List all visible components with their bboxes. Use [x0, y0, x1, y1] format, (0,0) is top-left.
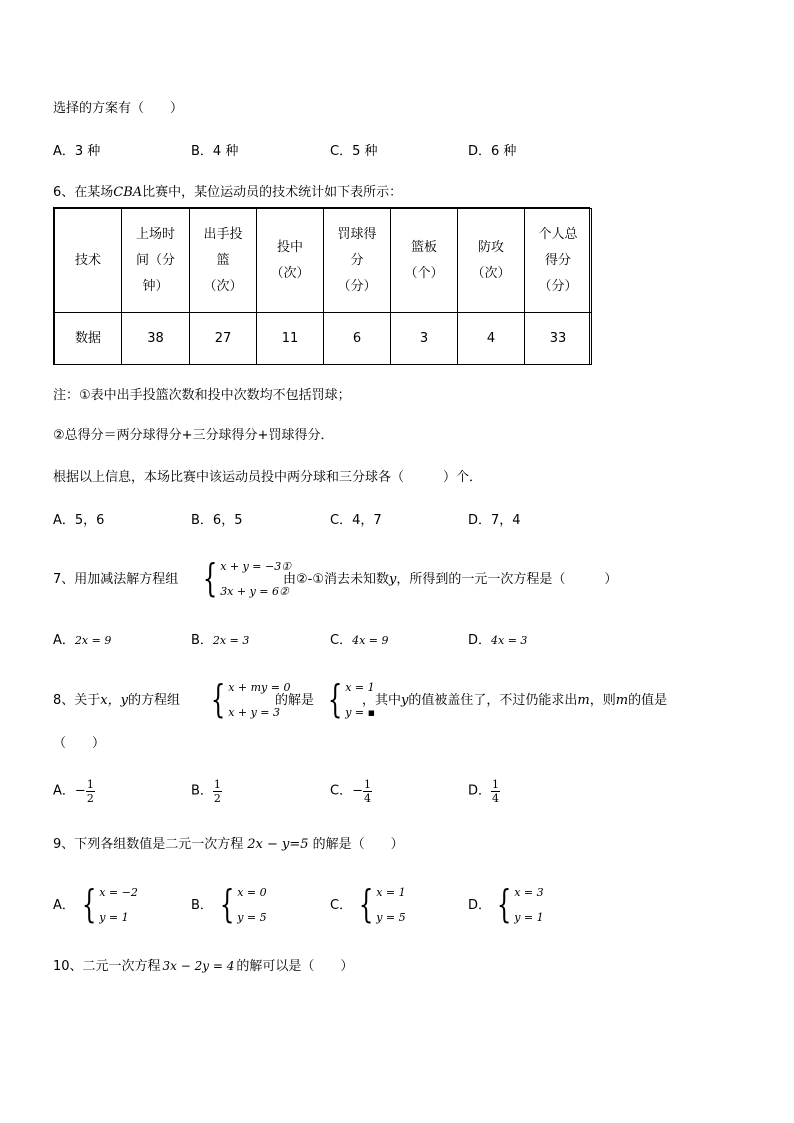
q6-stats-table: [53, 207, 590, 365]
q9-option-b[interactable]: { x = 0 y = 5: [219, 882, 267, 926]
q8-prefix: 8、关于x，y的方程组: [53, 693, 180, 708]
q10-stem: 10、二元一次方程 3x − 2y = 4 的解可以是（ ）: [53, 959, 354, 974]
td-cell: 33: [525, 313, 592, 365]
th-defense: 防攻 （次）: [458, 209, 525, 313]
th-freethrow: 罚球得 分 （分）: [324, 209, 391, 313]
q7-eq1: x + y = −3①: [220, 560, 292, 573]
q8-sol1: x = 1: [345, 681, 375, 694]
q9-option-a[interactable]: { x = −2 y = 1: [81, 882, 138, 926]
td-cell: 6: [324, 313, 391, 365]
q5-option-b[interactable]: B．4 种: [191, 144, 239, 159]
q9-option-c[interactable]: { x = 1 y = 5: [358, 882, 406, 926]
q8-mid2: 的解是: [275, 693, 315, 708]
q8-solution: { x = 1 y = ▪: [327, 677, 376, 721]
q6-note1: 注：①表中出手投篮次数和投中次数均不包括罚球；: [53, 388, 351, 403]
th-skill: 技术: [55, 209, 122, 313]
th-playtime: 上场时 间（分 钟）: [122, 209, 190, 313]
q8-sol2: y = ▪: [345, 706, 376, 719]
q7-text: 由②-①消去未知数y，所得到的一元一次方程是（ ）: [283, 572, 618, 587]
q6-note2: ②总得分＝两分球得分+三分球得分+罚球得分．: [53, 428, 334, 443]
q6-cba: CBA: [113, 185, 143, 200]
q8-system: { x + my = 0 x + y = 3: [210, 677, 291, 721]
q6-stem: 6、在某场CBA比赛中，某位运动员的技术统计如下表所示：: [53, 185, 403, 200]
q7-system: { x + y = −3① 3x + y = 6②: [202, 556, 292, 600]
q6-option-c[interactable]: C．4，7: [330, 513, 382, 528]
q8-option-a[interactable]: A．− $\frac{1}{2}$: [53, 778, 94, 805]
q7-option-b[interactable]: B．2x = 3: [191, 633, 250, 648]
q5-option-a[interactable]: A．3 种: [53, 144, 101, 159]
th-shots: 出手投 篮 （次）: [190, 209, 257, 313]
td-cell: 4: [458, 313, 525, 365]
q9-stem: 9、下列各组数值是二元一次方程 2x − y=5 的解是（ ）: [53, 837, 404, 852]
th-made: 投中 （次）: [257, 209, 324, 313]
table-header-row: [55, 209, 592, 313]
q9-option-b-label: B．: [191, 898, 213, 913]
td-cell: 3: [391, 313, 458, 365]
q9-option-c-label: C．: [330, 898, 353, 913]
q5-option-c[interactable]: C．5 种: [330, 144, 378, 159]
q5-option-d[interactable]: D．6 种: [468, 144, 517, 159]
q8-option-c[interactable]: C．− $\frac{1}{4}$: [330, 778, 371, 805]
th-rebound: 篮板 （个）: [391, 209, 458, 313]
q8-option-b[interactable]: B． $\frac{1}{2}$: [191, 778, 221, 805]
table-row: [55, 313, 592, 365]
td-cell: 11: [257, 313, 324, 365]
q5-tail: 选择的方案有（ ）: [53, 101, 184, 116]
q6-question: 根据以上信息，本场比赛中该运动员投中两分球和三分球各（ ）个．: [53, 470, 483, 485]
q7-eq2: 3x + y = 6②: [220, 585, 289, 598]
q9-option-d-label: D．: [468, 898, 492, 913]
q7-option-d[interactable]: D．4x = 3: [468, 633, 528, 648]
q8-eq1: x + my = 0: [228, 681, 291, 694]
q9-option-d[interactable]: { x = 3 y = 1: [496, 882, 544, 926]
q6-option-a[interactable]: A．5，6: [53, 513, 105, 528]
td-cell: 27: [190, 313, 257, 365]
q6-option-d[interactable]: D．7，4: [468, 513, 521, 528]
q8-blank: （ ）: [53, 736, 106, 751]
th-total: 个人总 得分 （分）: [525, 209, 592, 313]
td-cell: 38: [122, 313, 190, 365]
q7-option-c[interactable]: C．4x = 9: [330, 633, 389, 648]
td-label: 数据: [55, 313, 122, 365]
q8-text: ，其中y的值被盖住了，不过仍能求出m，则m的值是: [362, 693, 668, 708]
q7-option-a[interactable]: A．2x = 9: [53, 633, 112, 648]
q9-option-a-label: A．: [53, 898, 75, 913]
q7-prefix: 7、用加减法解方程组: [53, 572, 179, 587]
q6-option-b[interactable]: B．6，5: [191, 513, 243, 528]
q8-option-d[interactable]: D． $\frac{1}{4}$: [468, 778, 500, 805]
q8-eq2: x + y = 3: [228, 706, 281, 719]
